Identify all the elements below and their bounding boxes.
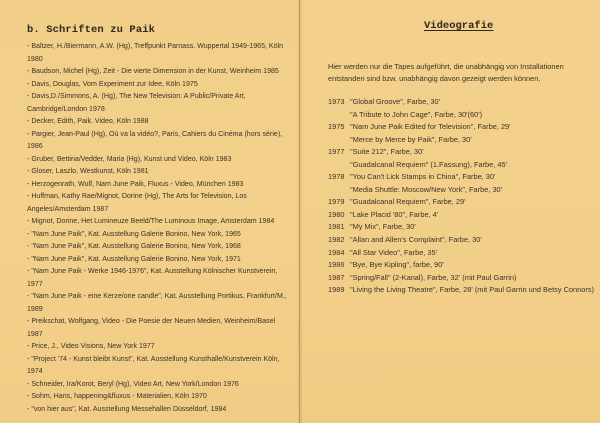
bibliography-section — [27, 24, 289, 415]
video-title: "Media Shuttle: Moscow/New York", Farbe, 30' — [350, 184, 503, 194]
video-title: "Global Groove", Farbe, 30' — [350, 97, 441, 106]
video-entry — [328, 96, 598, 109]
reference-item: - "Nam June Paik - eine Kerze/one candle", Kat. Ausstellung Portikus, Frankfurt/M., 1989 — [27, 291, 287, 313]
video-entry — [328, 209, 598, 222]
video-entry — [328, 171, 598, 184]
section-heading: b. Schriften zu Paik — [27, 24, 156, 36]
reference-item: - Huffman, Kathy Rae/Mignot, Dorine (Hg), The Arts for Television, Los Angeles/Amsterdam 1987 — [27, 191, 247, 213]
video-entry — [328, 121, 598, 134]
video-title: "All Star Video", Farbe, 35' — [350, 247, 438, 257]
video-year: 1975 — [328, 122, 345, 132]
video-year — [328, 184, 350, 197]
videografie-heading: Videografie — [424, 20, 494, 32]
video-year: 1979 — [328, 197, 345, 207]
video-year: 1986 — [328, 260, 345, 270]
reference-item: - Baudson, Michel (Hg), Zeit - Die vierte Dimension in der Kunst, Weinheim 1985 — [27, 66, 279, 75]
video-entry — [328, 284, 598, 297]
video-year: 1980 — [328, 209, 345, 219]
reference-item: - Baltzer, H./Biermann, A.W. (Hg), Treffpunkt Parnass. Wuppertal 1949-1965, Köln 1980 — [27, 41, 284, 63]
videografie-intro: Hier werden nur die Tapes aufgeführt, die unabhängig von Installationen entstanden sind bzw. unabhängig davon gezeigt werden können. — [328, 62, 564, 83]
video-title: "Guadalcanal Requiem", Farbe, 29' — [350, 197, 466, 207]
reference-item: - Davis,D./Simmons, A. (Hg), The New Television: A Public/Private Art, Cambridge/London 1978 — [27, 91, 246, 113]
reference-item: - Schneider, Ira/Korot, Beryl (Hg), Video Art, New York/London 1976 — [27, 378, 239, 388]
video-year: 1981 — [328, 222, 345, 232]
video-year: 1984 — [328, 247, 345, 257]
video-title: "Suite 212", Farbe, 30' — [350, 147, 424, 157]
video-entry — [328, 259, 598, 272]
reference-item: - Price, J., Video Visions, New York 1977 — [27, 341, 155, 350]
video-year: 1977 — [328, 147, 345, 157]
video-title: "You Can't Lick Stamps in China", Farbe, 30' — [350, 172, 496, 182]
video-entry — [328, 247, 598, 260]
reference-item: - Preikschat, Wolfgang, Video - Die Poesie der Neuen Medien, Weinheim/Basel 1987 — [27, 316, 276, 338]
video-entry — [328, 272, 598, 285]
video-entry — [328, 196, 598, 209]
video-entry — [328, 221, 598, 234]
video-title: "My Mix", Farbe, 30' — [350, 222, 416, 232]
reference-item: - "Project '74 - Kunst bleibt Kunst", Kat. Ausstellung Kunsthalle/Kunstverein Köln, 1974 — [27, 353, 280, 375]
video-year — [328, 134, 350, 147]
video-entry — [328, 184, 598, 197]
reference-item: - Pargier, Jean-Paul (Hg), Où va la vidéo?, Paris, Cahiers du Cinéma (hors série), 1986 — [27, 128, 283, 150]
video-title: "Allan and Allen's Complaint", Farbe, 30' — [350, 235, 482, 245]
reference-item: - "Nam June Paik - Werke 1946-1976", Kat. Ausstellung Kölnischer Kunstverein, 1977 — [27, 266, 278, 288]
reference-item: - "Nam June Paik", Kat. Ausstellung Galerie Bonino, New York, 1971 — [27, 253, 241, 263]
video-year: 1978 — [328, 172, 345, 182]
reference-item: - Herzogenrath, Wulf, Nam June Paik, Fluxus - Video, München 1983 — [27, 178, 244, 188]
video-title: "Guadalcanal Requiem" (1.Fassung), Farbe, 45' — [350, 159, 508, 169]
reference-item: - Decker, Edith, Paik. Video, Köln 1988 — [27, 116, 149, 125]
video-title: "Living the Living Theatre", Farbe, 28' (mit Paul Garrin und Betsy Connors) — [350, 285, 594, 295]
video-title: "Merce by Merce by Paik", Farbe, 30' — [350, 134, 472, 144]
video-year: 1973 — [328, 97, 345, 106]
video-year: 1982 — [328, 235, 345, 245]
video-entry — [328, 134, 598, 147]
reference-item: - Sohm, Hans, happening&fluxus - Materialien, Köln 1970 — [27, 391, 207, 400]
video-entry — [328, 109, 598, 122]
reference-list — [27, 40, 289, 415]
video-list — [328, 96, 598, 297]
reference-item: - Mignot, Dorine, Het Lumineuze Beeld/The Luminous Image, Amsterdam 1984 — [27, 216, 275, 225]
video-entry — [328, 159, 598, 172]
reference-item: - Gruber, Bettina/Vedder, Maria (Hg), Kunst und Video, Köln 1983 — [27, 153, 232, 163]
reference-item: - "Nam June Paik", Kat. Ausstellung Galerie Bonino, New York, 1965 — [27, 228, 241, 238]
video-entry — [328, 146, 598, 159]
video-title: "Spring/Fall" (2-Kanal), Farbe, 32' (mit Paul Garrin) — [350, 272, 517, 282]
video-title: "A Tribute to John Cage", Farbe, 30'(60') — [350, 109, 483, 119]
video-entry — [328, 234, 598, 247]
video-title: "Bye, Bye Kipling", farbe, 90' — [350, 260, 444, 270]
video-year: 1987 — [328, 272, 345, 282]
video-year — [328, 159, 350, 172]
reference-item: - Davis, Douglas, Vom Experiment zur Idee, Köln 1975 — [27, 78, 198, 88]
reference-item: - "Nam June Paik", Kat. Ausstellung Galerie Bonino, New York, 1968 — [27, 241, 241, 250]
video-title: "Lake Placid '80", Farbe, 4' — [350, 209, 439, 219]
reference-item: - Gloser, Laszlo, Westkunst, Köln 1981 — [27, 166, 149, 175]
video-year — [328, 109, 350, 122]
video-year: 1989 — [328, 285, 345, 295]
reference-item: - "von hier aus", Kat. Ausstellung Messehallen Düsseldorf, 1984 — [27, 403, 227, 413]
video-title: "Nam June Paik Edited for Television", Farbe, 29' — [350, 122, 511, 132]
